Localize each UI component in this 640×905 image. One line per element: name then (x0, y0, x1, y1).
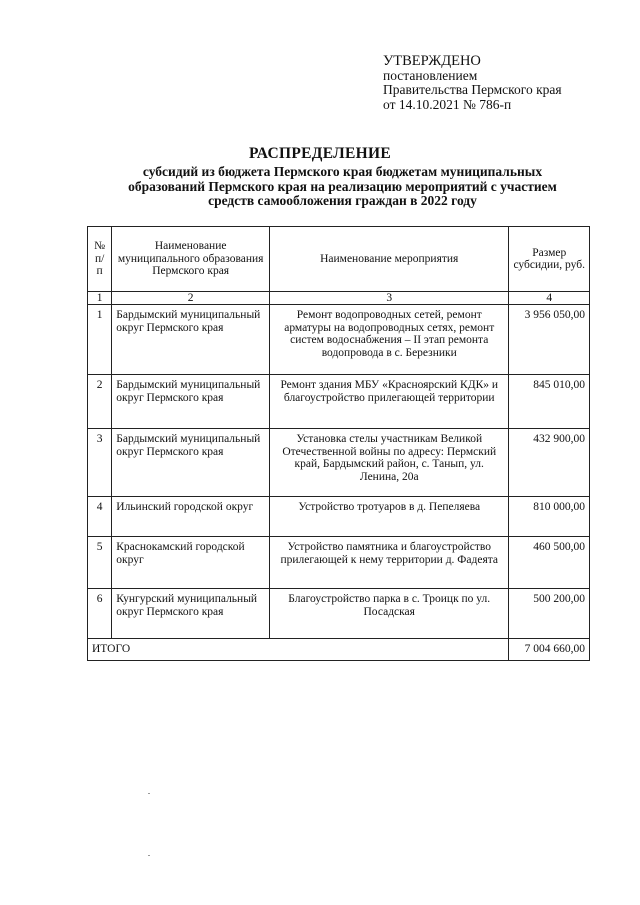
row-event: Установка стелы участникам Великой Отечественной войны по адресу: Пермский край, Бардымский район, с. Танып, ул. Ленина, 20а (270, 429, 509, 497)
column-number: 1 (88, 292, 112, 305)
subtitle-line-2: образований Пермского края на реализацию мероприятий с участием (128, 178, 557, 194)
row-municipality: Ильинский городской округ (112, 497, 270, 537)
row-municipality: Кунгурский муниципальный округ Пермского края (112, 589, 270, 639)
approval-heading: УТВЕРЖДЕНО (383, 53, 481, 69)
row-amount: 500 200,00 (509, 589, 590, 639)
subtitle-line-3: средств самообложения граждан в 2022 году (208, 193, 477, 208)
total-row (88, 639, 590, 661)
row-amount: 3 956 050,00 (509, 305, 590, 375)
row-event: Благоустройство парка в с. Троицк по ул. Посадская (270, 589, 509, 639)
table-row (88, 305, 590, 375)
row-municipality: Бардымский муниципальный округ Пермского края (112, 305, 270, 375)
row-number: 5 (88, 537, 112, 589)
approval-line-3: от 14.10.2021 № 786-п (383, 96, 512, 112)
row-amount: 460 500,00 (509, 537, 590, 589)
document-subtitle (70, 165, 615, 209)
table-row (88, 589, 590, 639)
row-municipality: Бардымский муниципальный округ Пермского края (112, 429, 270, 497)
header-event: Наименование мероприятия (270, 227, 509, 292)
row-number: 1 (88, 305, 112, 375)
table-header-row (88, 227, 590, 292)
row-event: Ремонт здания МБУ «Красноярский КДК» и благоустройство прилегающей территории (270, 375, 509, 429)
row-number: 6 (88, 589, 112, 639)
subtitle-line-1: субсидий из бюджета Пермского края бюджетам муниципальных (142, 164, 543, 179)
distribution-table (87, 226, 590, 661)
row-amount: 845 010,00 (509, 375, 590, 429)
column-number-row (88, 292, 590, 305)
total-amount: 7 004 660,00 (509, 639, 590, 661)
row-event: Устройство памятника и благоустройство прилегающей к нему территории д. Фадеята (270, 537, 509, 589)
row-municipality: Бардымский муниципальный округ Пермского края (112, 375, 270, 429)
row-event: Ремонт водопроводных сетей, ремонт арматуры на водопроводных сетях, ремонт систем водоснабжения – II этап ремонта водопровода в с. Березники (270, 305, 509, 375)
header-no: № п/п (88, 227, 112, 292)
approval-line-1: постановлением (383, 67, 478, 83)
row-number: 4 (88, 497, 112, 537)
scan-speck (148, 793, 150, 794)
table-row (88, 375, 590, 429)
document-title: РАСПРЕДЕЛЕНИЕ (249, 145, 391, 162)
row-event: Устройство тротуаров в д. Пепеляева (270, 497, 509, 537)
scan-speck (148, 855, 150, 856)
row-municipality: Краснокамский городской округ (112, 537, 270, 589)
column-number: 4 (509, 292, 590, 305)
row-amount: 810 000,00 (509, 497, 590, 537)
table-row (88, 429, 590, 497)
column-number: 2 (112, 292, 270, 305)
row-number: 3 (88, 429, 112, 497)
approval-stamp (383, 54, 562, 112)
table-row (88, 537, 590, 589)
row-amount: 432 900,00 (509, 429, 590, 497)
column-number: 3 (270, 292, 509, 305)
header-amount: Размер субсидии, руб. (509, 227, 590, 292)
header-municipality: Наименование муниципального образования Пермского края (112, 227, 270, 292)
table-row (88, 497, 590, 537)
row-number: 2 (88, 375, 112, 429)
approval-line-2: Правительства Пермского края (383, 82, 562, 97)
total-label: ИТОГО (88, 639, 509, 661)
